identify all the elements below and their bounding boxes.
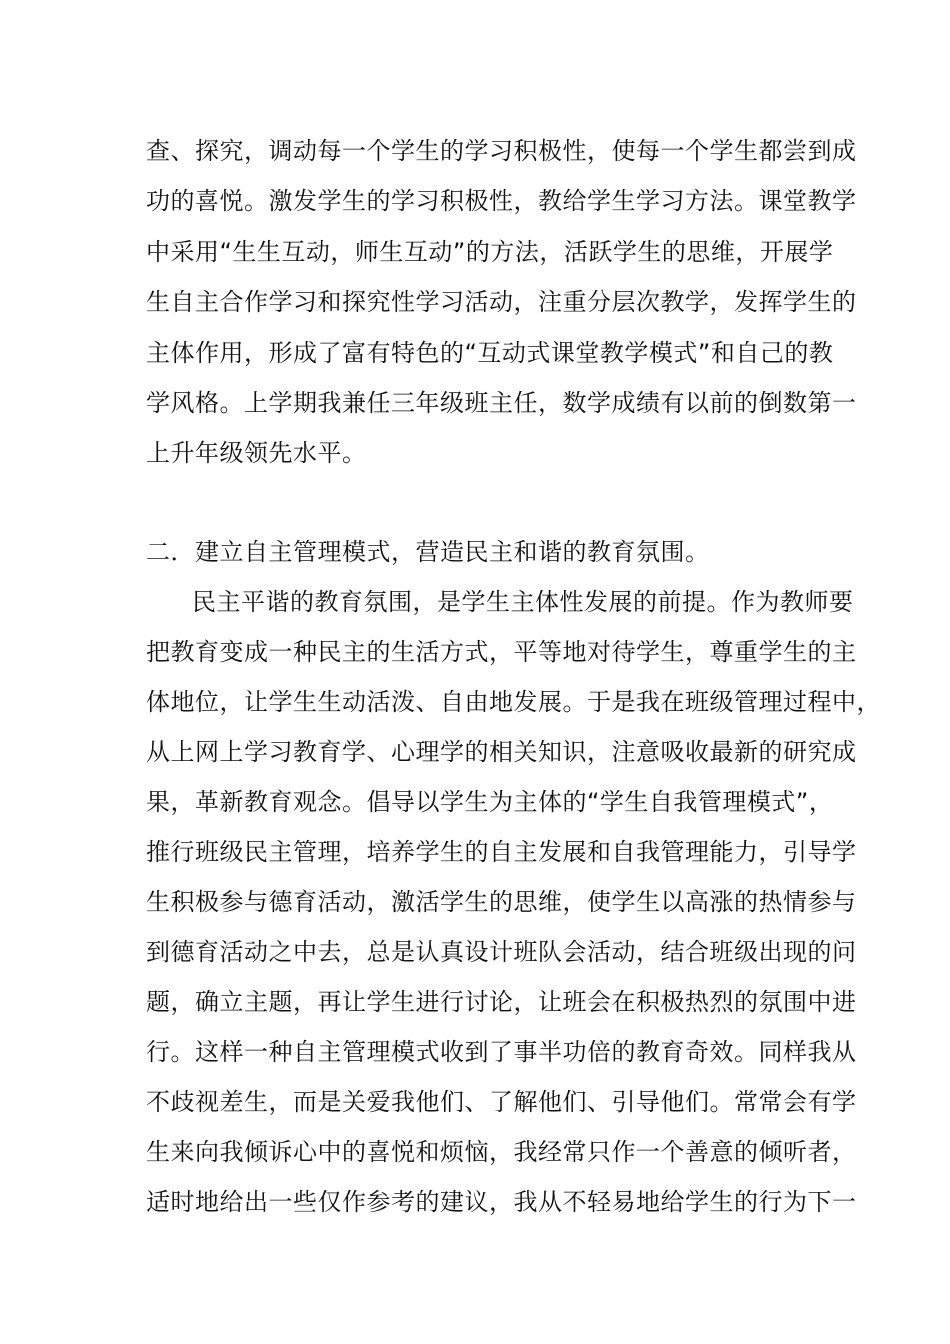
paragraph-line: 题，确立主题，再让学生进行讨论，让班会在积极热烈的氛围中进 <box>146 988 857 1016</box>
paragraph-line: 不歧视差生，而是关爱我他们、了解他们、引导他们。常常会有学 <box>146 1088 857 1116</box>
paragraph-line: 果，革新教育观念。倡导以学生为主体的“学生自我管理模式”， <box>146 788 834 816</box>
paragraph-line: 体地位，让学生生动活泼、自由地发展。于是我在班级管理过程中， <box>146 688 881 716</box>
paragraph-line: 主体作用，形成了富有特色的“互动式课堂教学模式”和自己的教 <box>146 339 834 367</box>
paragraph-line: 生来向我倾诉心中的喜悦和烦恼，我经常只作一个善意的倾听者， <box>146 1138 857 1166</box>
paragraph-line: 中采用“生生互动，师生互动”的方法，活跃学生的思维，开展学 <box>146 238 834 266</box>
paragraph-line: 查、探究，调动每一个学生的学习积极性，使每一个学生都尝到成 <box>146 137 857 165</box>
paragraph-line: 把教育变成一种民主的生活方式，平等地对待学生，尊重学生的主 <box>146 638 857 666</box>
paragraph-line: 到德育活动之中去，总是认真设计班队会活动，结合班级出现的问 <box>146 938 857 966</box>
paragraph-line: 生自主合作学习和探究性学习活动，注重分层次教学，发挥学生的 <box>146 288 857 316</box>
paragraph-line: 适时地给出一些仅作参考的建议，我从不轻易地给学生的行为下一 <box>146 1188 857 1216</box>
paragraph-line: 学风格。上学期我兼任三年级班主任，数学成绩有以前的倒数第一 <box>146 389 857 417</box>
paragraph-line: 行。这样一种自主管理模式收到了事半功倍的教育奇效。同样我从 <box>146 1038 857 1066</box>
paragraph-line: 上升年级领先水平。 <box>146 439 367 467</box>
paragraph-line: 生积极参与德育活动，激活学生的思维，使学生以高涨的热情参与 <box>146 888 857 916</box>
paragraph-line: 民主平谐的教育氛围，是学生主体性发展的前提。作为教师要 <box>192 588 854 616</box>
section-heading: 二．建立自主管理模式，营造民主和谐的教育氛围。 <box>146 538 710 566</box>
paragraph-line: 推行班级民主管理，培养学生的自主发展和自我管理能力，引导学 <box>146 838 857 866</box>
paragraph-line: 从上网上学习教育学、心理学的相关知识，注意吸收最新的研究成 <box>146 738 857 766</box>
paragraph-line: 功的喜悦。激发学生的学习积极性，教给学生学习方法。课堂教学 <box>146 187 857 215</box>
